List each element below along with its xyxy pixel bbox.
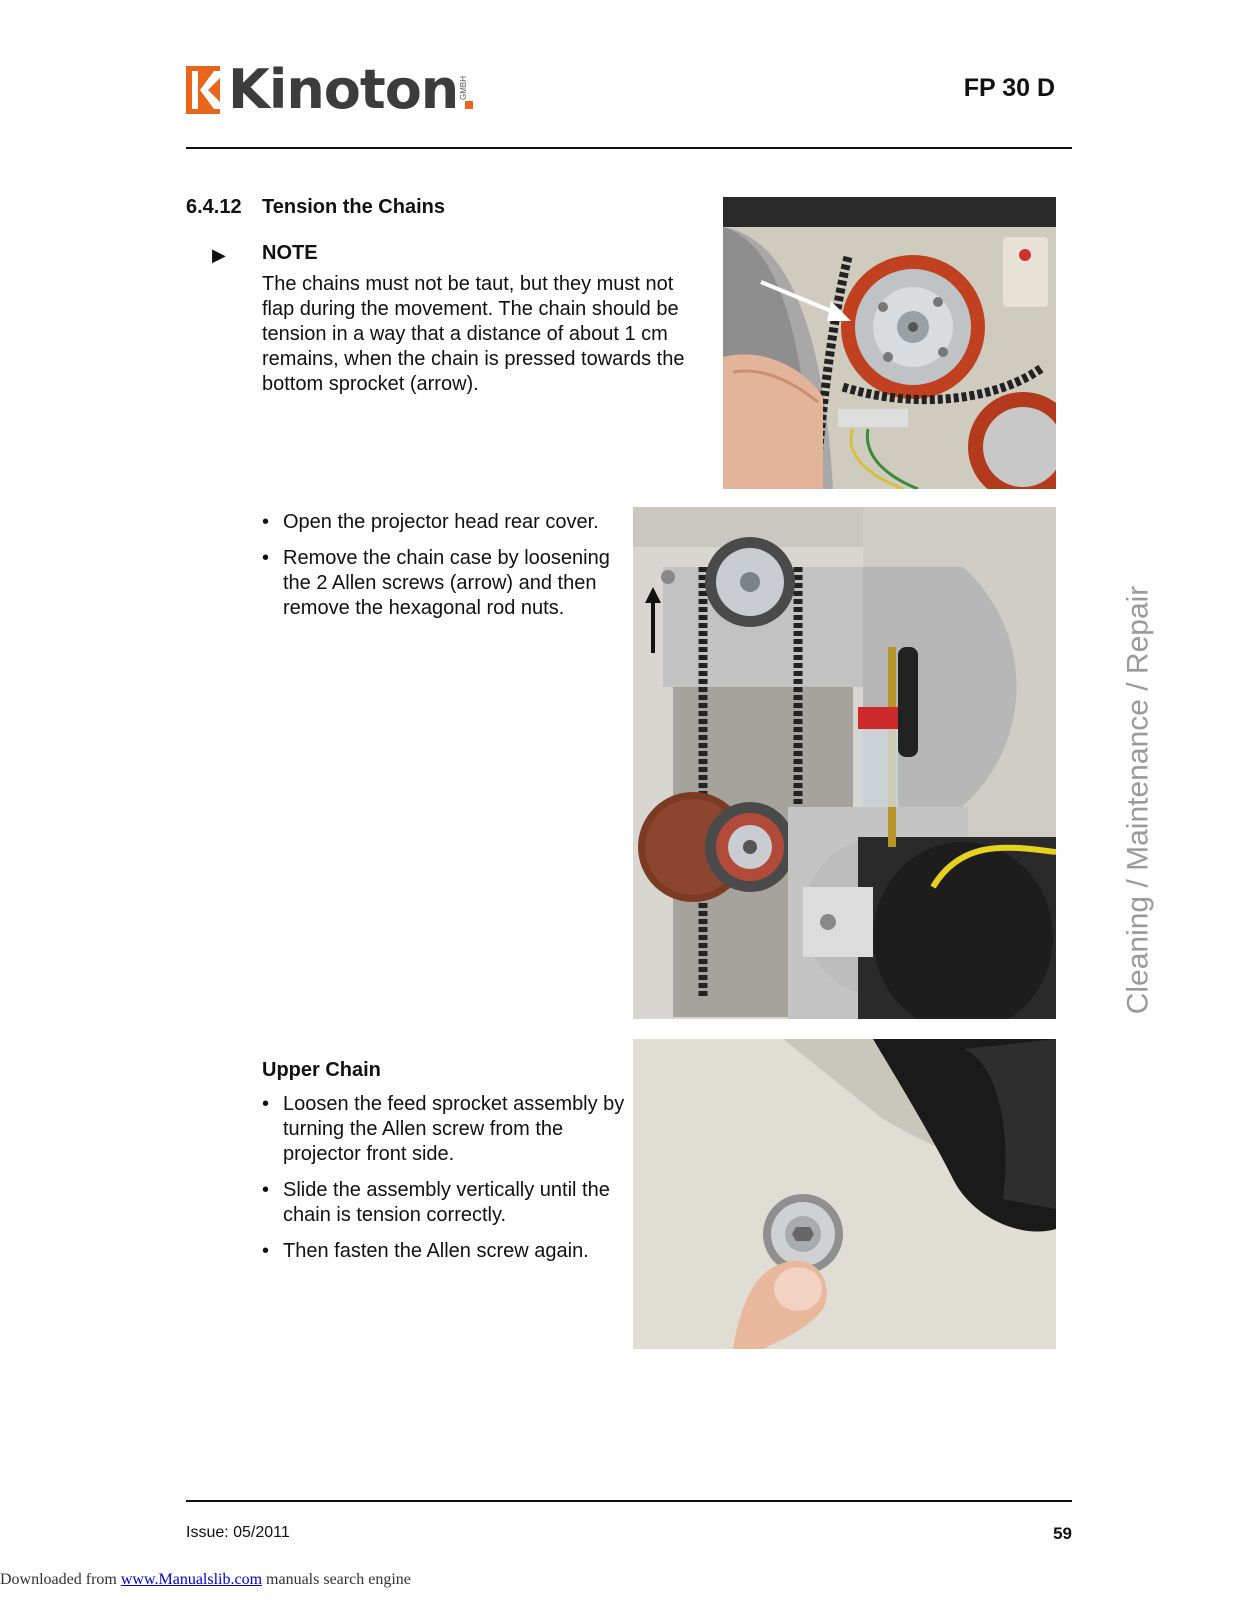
download-suffix: manuals search engine — [262, 1571, 411, 1588]
download-prefix: Downloaded from — [0, 1571, 121, 1588]
list-item: • Remove the chain case by loosening the 2 Allen screws (arrow) and then remove the hexagonal rod nuts. — [262, 546, 630, 621]
manualslib-link[interactable]: www.Manualslib.com — [120, 1571, 263, 1588]
brand-name: Kinoton — [228, 58, 459, 121]
upper-chain-steps — [262, 1092, 630, 1275]
note-line: flap during the movement. The chain should be — [262, 298, 679, 320]
note-arrow-icon: ▶ — [212, 245, 226, 265]
header-rule — [186, 147, 1072, 149]
section-title: Tension the Chains — [262, 196, 445, 218]
upper-chain-title: Upper Chain — [262, 1059, 381, 1081]
page-number: 59 — [1053, 1524, 1072, 1543]
section-heading — [186, 196, 445, 219]
note-body — [262, 272, 712, 397]
logo-dot — [465, 101, 473, 109]
note-line: The chains must not be taut, but they must not — [262, 273, 674, 295]
section-number: 6.4.12 — [186, 196, 242, 218]
note-line: tension in a way that a distance of about 1 cm — [262, 323, 668, 345]
footer-rule — [186, 1500, 1072, 1502]
side-tab — [1118, 585, 1158, 1015]
photo-chain-case — [633, 507, 1056, 1019]
kinoton-k-icon — [186, 66, 220, 114]
list-item: • Loosen the feed sprocket assembly by turning the Allen screw from the projector front side. — [262, 1092, 630, 1167]
list-item: • Slide the assembly vertically until the chain is tension correctly. — [262, 1178, 630, 1228]
photo-allen-screw — [633, 1039, 1056, 1349]
model-title: FP 30 D — [963, 74, 1055, 102]
note-line: remains, when the chain is pressed towards the — [262, 348, 685, 370]
list-item: • Then fasten the Allen screw again. — [262, 1239, 630, 1264]
note-title: NOTE — [262, 242, 318, 264]
side-tab-label: Cleaning / Maintenance / Repair — [1121, 585, 1154, 1015]
kinoton-logo — [186, 58, 473, 121]
issue-date: Issue: 05/2011 — [186, 1524, 290, 1541]
note-line: bottom sprocket (arrow). — [262, 373, 479, 395]
photo-chain-sprocket — [723, 197, 1056, 489]
list-item: • Open the projector head rear cover. — [262, 510, 630, 535]
brand-suffix: GMBH — [459, 76, 469, 100]
steps-list — [262, 510, 630, 632]
download-banner — [0, 1571, 411, 1589]
